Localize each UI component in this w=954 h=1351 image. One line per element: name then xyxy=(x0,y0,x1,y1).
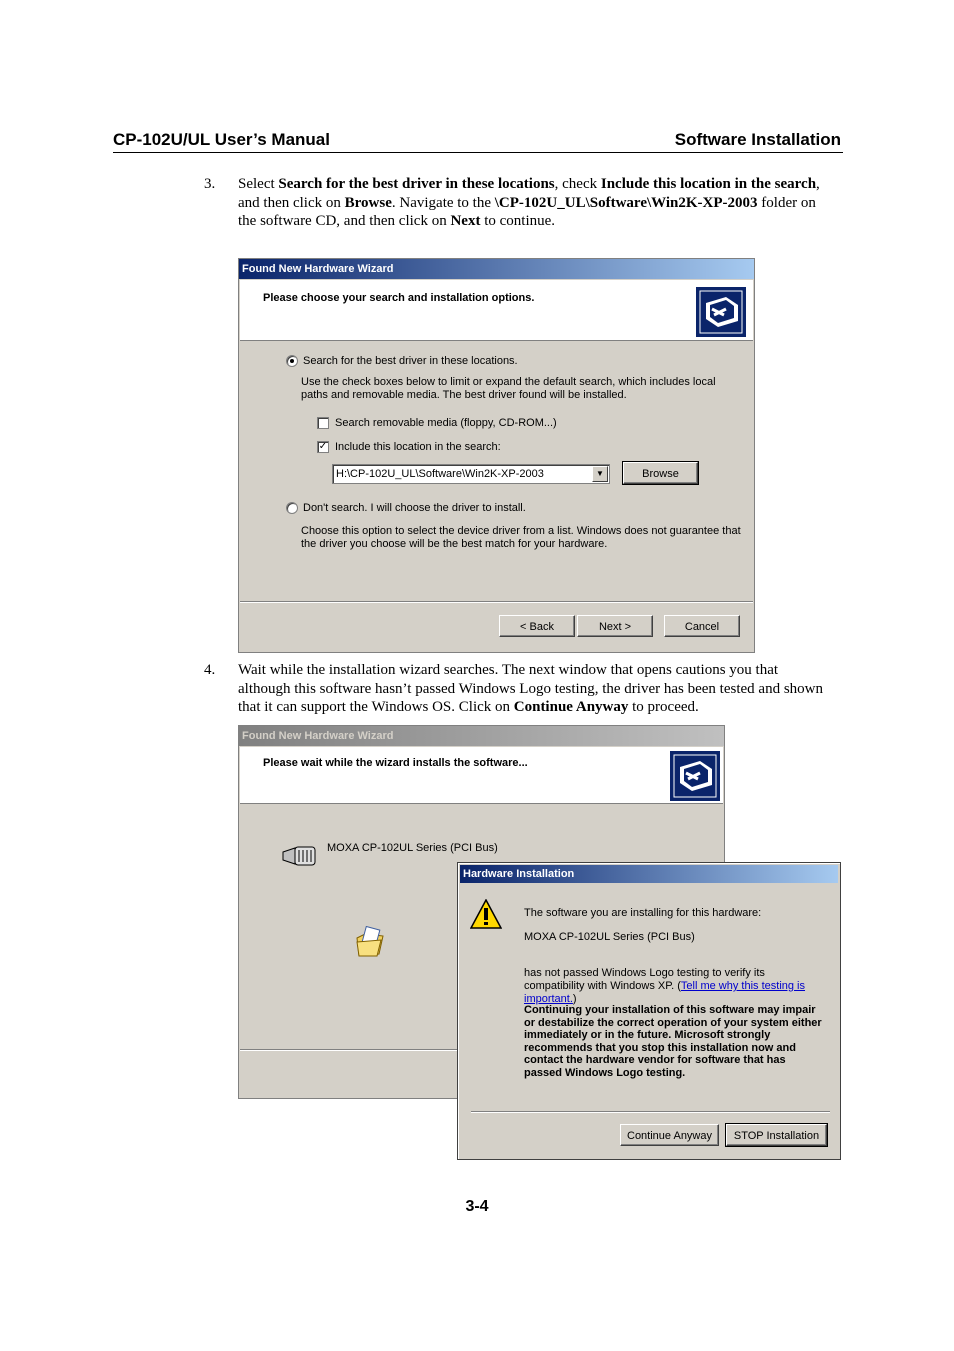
location-path-combobox[interactable] xyxy=(332,464,610,484)
cancel-button[interactable]: Cancel xyxy=(664,615,740,637)
wizard-heading: Please choose your search and installation options. xyxy=(263,292,535,304)
checkbox-removable-media[interactable] xyxy=(317,417,329,429)
radio-search-best-driver[interactable] xyxy=(286,355,298,367)
radio-dont-search[interactable] xyxy=(286,502,298,514)
search-description: Use the check boxes below to limit or expand the default search, which includes local paths and removable media. The best driver found will be installed. xyxy=(301,376,716,401)
location-path-value: H:\CP-102U_UL\Software\Win2K-XP-2003 xyxy=(336,468,544,480)
header-rule xyxy=(113,152,843,153)
dialog-title: Found New Hardware Wizard xyxy=(239,726,724,746)
wizard-header xyxy=(240,747,723,804)
hardware-wizard-icon xyxy=(696,287,746,337)
dont-search-description: Choose this option to select the device driver from a list. Windows does not guarantee that the driver you choose will be the best match for your hardware. xyxy=(301,525,741,550)
checkbox-include-location[interactable]: ✓ xyxy=(318,441,328,452)
warning-device-name: MOXA CP-102UL Series (PCI Bus) xyxy=(524,931,695,943)
radio-dont-search-label: Don't search. I will choose the driver to install. xyxy=(303,502,526,514)
continue-anyway-button[interactable]: Continue Anyway xyxy=(620,1124,719,1146)
step-text: Select Search for the best driver in these locations, check Include this location in the search, and then click on Browse. Navigate to the \CP-102U_UL\Software\Win2K-XP-2003 folder on the software CD, and then click on Next to continue. xyxy=(238,176,820,229)
wizard-heading: Please wait while the wizard installs the software... xyxy=(263,757,528,769)
stop-installation-warning: Continuing your installation of this software may impair or destabilize the correct operation of your system either immediately or in the future. Microsoft strongly recommends that you stop this installation now and contact the hardware vendor for software that has passed Windows Logo testing. xyxy=(524,1004,822,1079)
next-button[interactable]: Next > xyxy=(577,615,653,637)
browse-button[interactable]: Browse xyxy=(623,462,698,484)
step-3 xyxy=(204,175,824,231)
include-location-label: Include this location in the search: xyxy=(335,441,501,453)
serial-port-icon xyxy=(281,844,317,871)
tell-me-why-link[interactable]: Tell me why this testing is important. xyxy=(524,980,806,1005)
chevron-down-icon[interactable]: ▼ xyxy=(592,466,608,482)
back-button[interactable]: < Back xyxy=(499,615,575,637)
removable-media-label: Search removable media (floppy, CD-ROM...) xyxy=(335,417,557,429)
step-number: 4. xyxy=(204,662,216,678)
dialog-title: Hardware Installation xyxy=(460,865,838,883)
section-title: Software Installation xyxy=(674,130,841,149)
wizard-header xyxy=(240,280,753,341)
folder-document-icon xyxy=(355,926,385,961)
device-name: MOXA CP-102UL Series (PCI Bus) xyxy=(327,842,498,854)
step-number: 3. xyxy=(204,176,216,192)
step-4 xyxy=(204,661,824,717)
dialog-title: Found New Hardware Wizard xyxy=(239,259,754,279)
logo-testing-message: has not passed Windows Logo testing to verify its compatibility with Windows XP. (Tell me why this testing is important.) xyxy=(524,967,806,1005)
found-new-hardware-wizard-dialog xyxy=(238,258,755,653)
stop-installation-button[interactable]: STOP Installation xyxy=(726,1124,827,1146)
manual-title: CP-102U/UL User’s Manual xyxy=(113,130,330,149)
step-text: Wait while the installation wizard searches. The next window that opens cautions you that although this software hasn’t passed Windows Logo testing, the driver has been tested and shown that it can support the Windows OS. Click on Continue Anyway to proceed. xyxy=(238,662,823,715)
button-separator xyxy=(240,601,753,603)
hardware-wizard-icon xyxy=(670,751,720,801)
warning-icon xyxy=(470,899,502,932)
hardware-installation-dialog xyxy=(457,862,841,1160)
warning-line-1: The software you are installing for this hardware: xyxy=(524,907,762,919)
button-separator xyxy=(471,1111,830,1113)
radio-search-label: Search for the best driver in these locations. xyxy=(303,355,518,367)
page-number: 3-4 xyxy=(465,1198,489,1215)
